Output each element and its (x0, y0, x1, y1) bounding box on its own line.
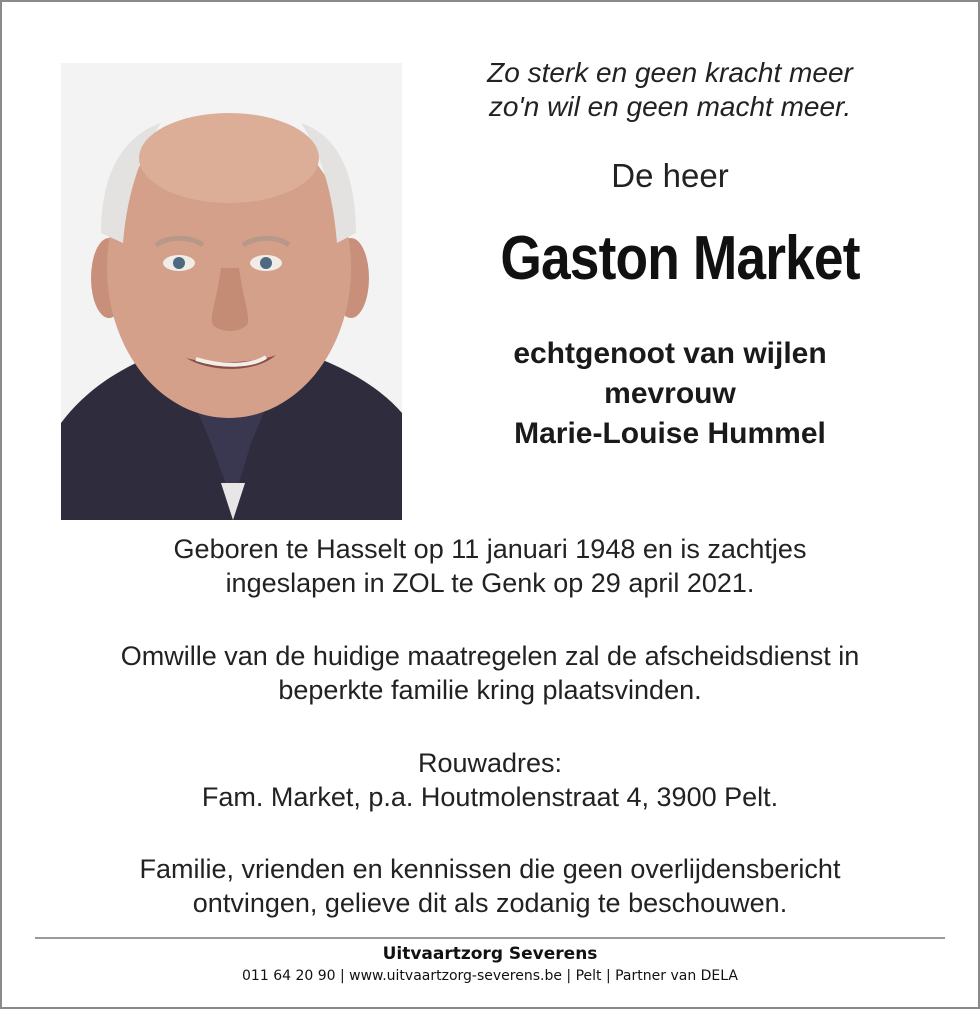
address-label: Rouwadres: (417, 748, 563, 778)
relation-line-3: Marie-Louise Hummel (514, 417, 826, 450)
closing-note-line-2: ontvingen, gelieve dit als zodanig te beschouwen. (192, 888, 788, 918)
service-notice (30, 639, 950, 707)
service-notice-line-1: Omwille van de huidige maatregelen zal de afscheidsdienst in (120, 641, 860, 671)
footer-divider (35, 937, 945, 939)
salutation: De heer (611, 157, 729, 194)
deceased-name: Gaston Market (500, 224, 860, 293)
address-value: Fam. Market, p.a. Houtmolenstraat 4, 3900 Pelt. (201, 782, 779, 812)
portrait-photo (61, 63, 402, 520)
funeral-home-name: Uitvaartzorg Severens (382, 944, 598, 964)
poem-line-2: zo'n wil en geen macht meer. (488, 91, 852, 122)
closing-note (30, 852, 950, 920)
service-notice-line-2: beperkte familie kring plaatsvinden. (278, 675, 702, 705)
birth-death-line-2: ingeslapen in ZOL te Genk op 29 april 2021. (225, 568, 755, 598)
mourning-address (30, 746, 950, 814)
birth-death-line-1: Geboren te Hasselt op 11 januari 1948 en is zachtjes (173, 534, 807, 564)
relation-block (430, 334, 910, 454)
closing-note-line-1: Familie, vrienden en kennissen die geen overlijdensbericht (139, 854, 841, 884)
memorial-poem (430, 56, 910, 124)
birth-death-text (30, 532, 950, 600)
relation-line-2: mevrouw (604, 377, 736, 410)
relation-line-1: echtgenoot van wijlen (513, 337, 827, 370)
funeral-home-contact: 011 64 20 90 | www.uitvaartzorg-severens.be | Pelt | Partner van DELA (242, 968, 738, 984)
poem-line-1: Zo sterk en geen kracht meer (487, 57, 853, 88)
